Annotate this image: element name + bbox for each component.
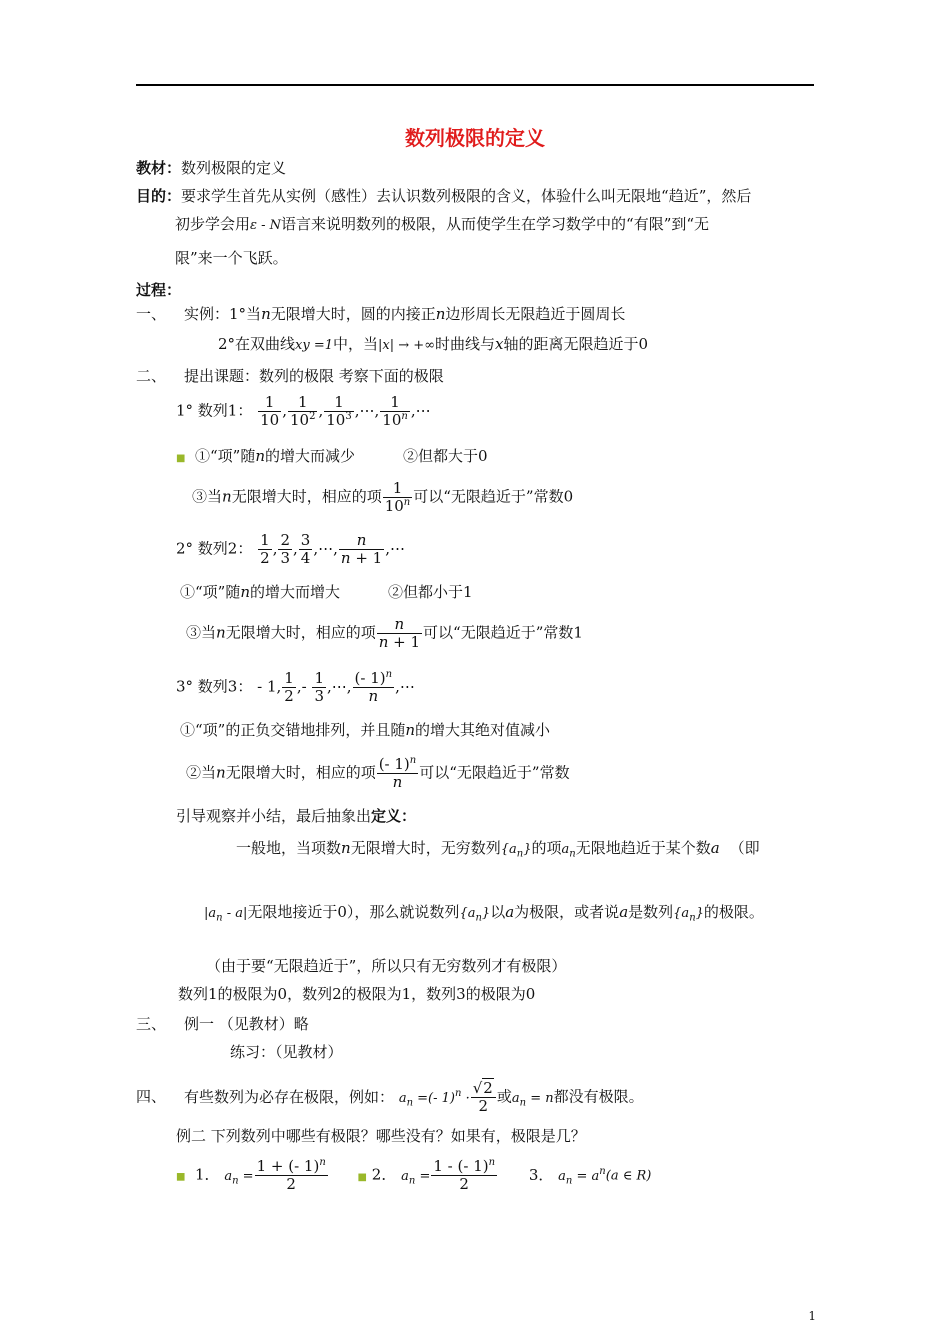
def-text: （即 [729,839,760,857]
var-n: n [240,583,251,601]
fraction: $\frac{1}{10}$ [260,393,280,429]
def-text: 是数列 [628,903,674,921]
item-3-label: 3． [528,1165,554,1184]
def-text: 无限地趋近于某个数 [575,839,711,857]
section-4-text-a: 有些数列为必存在极限，例如： [184,1087,395,1106]
sequence-1: 1° 数列1： $\frac{1}{10}$ , $\frac{1}{10^2}$ , $\frac{1}{10^3}$ ,⋯, $\frac{1}{10^n}$ ,⋯ [176,393,431,429]
purpose-line-2 [175,214,709,236]
section-4-number: 四、 [136,1087,167,1106]
var-n: n [261,305,271,323]
sequence-3-prop-3 [186,756,570,791]
definition-line-1: 一般地，当项数n无限增大时，无穷数列$\{a_n\}$的项$a_n$无限地趋近于某个数a （即 [236,839,760,860]
section-2-text: 提出课题：数列的极限 考察下面的极限 [184,367,444,385]
prop-text: ①“项”的正负交错地排列，并且随 [180,721,406,739]
definition-label: 定义： [371,807,417,825]
definition-line-2: $|a_n - a|$无限地接近于0），那么就说数列$\{a_n\}$以a为极限，或者说a是数列$\{a_n\}$的极限。 [204,903,764,924]
fraction: $\frac{1}{2}$ [260,531,270,567]
section-2-number: 二、 [136,367,167,385]
fraction: $\frac{1}{10^n}$ [382,393,408,429]
var-a: a [710,839,720,857]
material-text: 数列极限的定义 [181,159,287,177]
fraction: $\frac{1}{10^2}$ [290,393,316,429]
def-text: 的项 [531,839,562,857]
hyperbola-text-a: 2°在双曲线 [218,335,296,353]
sequence-3: 3° 数列3： - 1, $\frac{1}{2}$ ,- $\frac{1}{3}$ ,⋯, $\frac{(- 1)^n}{n}$ ,⋯ [176,669,415,705]
example-text-a: 实例：1°当 [184,305,262,323]
header-rule [136,84,814,86]
var-n: n [216,763,226,782]
example-2-question: 例二 下列数列中哪些有极限？哪些没有？如果有，极限是几？ [176,1127,586,1145]
practice-line: 练习：（见教材） [230,1043,343,1061]
sequence-2: 2° 数列2： $\frac{1}{2}$ , $\frac{2}{3}$ , $\frac{3}{4}$ ,⋯, $\frac{n}{n + 1}$ ,⋯ [176,531,405,567]
section-1-number: 一、 [136,305,167,323]
prop-text: 可以“无限趋近于”常数0 [413,487,574,506]
prop-text: 无限增大时，相应的项 [225,763,376,782]
purpose-label: 目的： [136,187,182,205]
def-text: 无限增大时，无穷数列 [350,839,501,857]
example-text-b: 无限增大时，圆的内接正 [270,305,436,323]
fraction: $\frac{1 + (- 1)^n}{2}$ [256,1157,326,1193]
var-a: a [619,903,629,921]
guide-line [176,806,416,826]
section-4-text-b: 或 [496,1087,512,1106]
fraction: $\frac{√2}{2}$ [471,1080,496,1115]
prop-text: ②但都大于0 [403,447,488,465]
sequence-3-label: 3° 数列3： [176,677,253,696]
prop-text: ②但都小于1 [388,583,473,601]
item-2-label: 2． [371,1165,397,1184]
item-3-condition: (a ∈ R) [605,1168,652,1184]
hyperbola-text-b: 中，当 [333,335,379,353]
fraction: $\frac{(- 1)^n}{n}$ [354,669,393,705]
fraction: $\frac{1}{10^n}$ [384,479,411,515]
var-n: n [216,623,226,642]
section-3-number: 三、 [136,1015,167,1033]
purpose-line-1 [136,186,751,206]
section-1-line-2 [218,334,648,356]
prop-text: 无限增大时，相应的项 [225,623,376,642]
sequence-2-prop-3 [186,616,583,651]
prop-text: ③当 [186,623,217,642]
sequence-1-prop-1: ■ ①“项”随n的增大而减少 ②但都大于0 [176,447,488,465]
hyperbola-equation: xy =1 [295,338,334,353]
def-text: 一般地，当项数 [236,839,342,857]
material-line [136,158,286,178]
prop-text: ③当 [192,487,223,506]
sequence-2-prop-1 [180,582,473,602]
prop-text: ①“项”随 [195,447,256,465]
prop-text: 的增大而减少 [265,447,356,465]
fraction: $\frac{n}{n + 1}$ [340,531,383,567]
purpose-text-1: 要求学生首先从实例（感性）去认识数列极限的含义，体验什么叫无限地“趋近”，然后 [181,187,752,205]
prop-text: ①“项”随 [180,583,241,601]
section-4-text-c: 都没有极限。 [553,1087,644,1106]
material-label: 教材： [136,159,182,177]
example-text-c: 边形周长无限趋近于圆周长 [445,305,626,323]
section-4-heading: 四、 有些数列为必存在极限，例如： $a_n$ =(- 1)$^n$ · $\frac{√2}{2}$ 或$a_n = n$都没有极限。 [136,1079,644,1115]
prop-text: 无限增大时，相应的项 [231,487,382,506]
sequence-2-label: 2° 数列2： [176,539,253,558]
fraction: $\frac{1}{2}$ [284,669,294,705]
var-a: a [505,903,515,921]
purpose-line-3: 限”来一个飞跃。 [175,249,288,267]
sequence-1-label: 1° 数列1： [176,401,253,420]
fraction: $\frac{(- 1)^n}{n}$ [378,755,417,791]
var-n: n [255,447,266,465]
sequence-3-prop-1 [180,720,550,740]
var-n: n [435,305,446,323]
prop-text: 可以“无限趋近于”常数 [419,763,570,782]
summary-line: 数列1的极限为0，数列2的极限为1，数列3的极限为0 [178,985,536,1003]
prop-text: ②当 [186,763,217,782]
fraction: $\frac{1}{10^3}$ [326,393,352,429]
prop-text: 可以“无限趋近于”常数1 [423,623,583,642]
x-to-infinity: |x| → +∞ [378,338,436,353]
var-x: x [495,335,504,353]
section-2-heading [136,366,444,386]
guide-text: 引导观察并小结，最后抽象出 [176,807,372,825]
purpose-text-2b: 语言来说明数列的极限，从而使学生在学习数学中的“有限”到“无 [281,215,710,233]
page-title: 数列极限的定义 [405,126,545,150]
prop-text: 的增大其绝对值减小 [415,721,551,739]
section-3-text: 例一 （见教材）略 [184,1015,309,1033]
prop-text: 的增大而增大 [250,583,341,601]
section-1-line-1 [136,304,625,324]
fraction: $\frac{1}{3}$ [314,669,324,705]
epsilon-n: ε - N [250,218,282,233]
page-number: 1 [808,1309,816,1323]
fraction: $\frac{2}{3}$ [280,531,291,567]
var-n: n [341,839,351,857]
hyperbola-text-c: 时曲线与 [435,335,496,353]
item-1-label: 1． [195,1165,220,1184]
purpose-text-2a: 初步学会用 [175,215,251,233]
note-line: （由于要“无限趋近于”，所以只有无穷数列才有极限） [206,957,567,975]
var-n: n [405,721,416,739]
def-text: 的极限。 [703,903,764,921]
example-2-items: ■ 1． $a_n$ = $\frac{1 + (- 1)^n}{2}$ ■ 2． $a_n$ = $\frac{1 - (- 1)^n}{2}$ 3． $a_n = a^n(a$ ∈ R) [176,1157,652,1193]
fraction: $\frac{3}{4}$ [300,531,311,567]
fraction: $\frac{1 - (- 1)^n}{2}$ [433,1157,496,1193]
hyperbola-text-d: 轴的距离无限趋近于0 [503,335,649,353]
sequence-1-prop-3 [192,480,573,515]
var-n: n [222,487,232,506]
def-text: 以 [490,903,506,921]
fraction: $\frac{n}{n + 1}$ [378,615,421,651]
section-3-heading [136,1014,309,1034]
def-text: 无限地接近于0），那么就说数列 [247,903,460,921]
def-text: 为极限，或者说 [514,903,620,921]
process-label: 过程： [136,281,182,299]
